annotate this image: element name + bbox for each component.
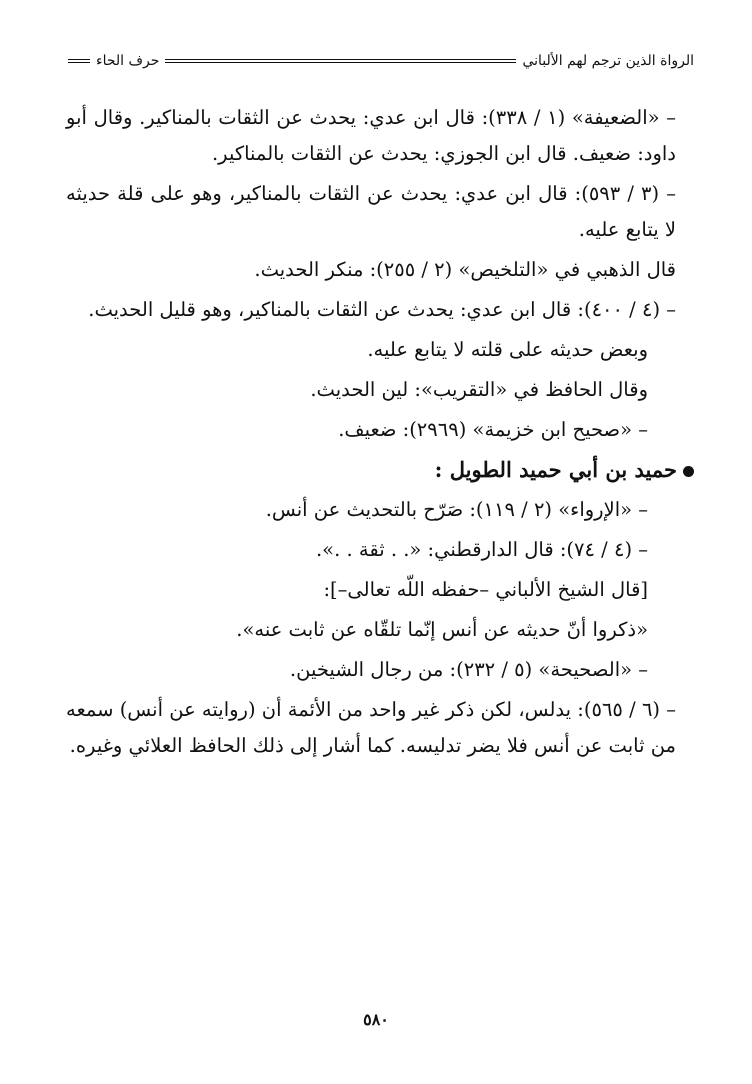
running-header [62, 50, 694, 72]
paragraph-shaykh-note: [قال الشيخ الألباني –حفظه اللّه تعالى–]: [323, 578, 648, 601]
paragraph-daraqutni: – (٤ / ٧٤): قال الدارقطني: «. . ثقة . .». [315, 538, 648, 561]
book-title: الرواة الذين ترجم لهم الألباني [522, 53, 694, 69]
entry-heading [66, 452, 694, 488]
page-body [66, 100, 694, 768]
paragraph-ibn-khuzaima: – «صحيح ابن خزيمة» (٢٩٦٩): ضعيف. [338, 418, 648, 441]
paragraph-baad-hadith: وبعض حديثه على قلته لا يتابع عليه. [367, 338, 648, 361]
paragraph-irwa: – «الإرواء» (٢ / ١١٩): صَرّح بالتحديث عن أنس. [265, 498, 648, 521]
header-rule [165, 59, 516, 63]
header-rule-short [68, 59, 90, 63]
section-title: حرف الحاء [96, 53, 160, 69]
paragraph-tadlis: – (٦ / ٥٦٥): يدلس، لكن ذكر غير واحد من الأئمة أن (روايته عن أنس) سمعه من ثابت عن أنس فلا يضر تدليسه. كما أشار إلى ذلك الحافظ العلائي وغيره. [66, 698, 677, 757]
paragraph-daifa-4: – (٤ / ٤٠٠): قال ابن عدي: يحدث عن الثقات بالمناكير، وهو قليل الحديث. [88, 298, 676, 321]
bullet-icon [683, 466, 694, 477]
paragraph-daifa-3: – (٣ / ٥٩٣): قال ابن عدي: يحدث عن الثقات بالمناكير، وهو على قلة حديثه لا يتابع عليه. [66, 182, 677, 241]
page-number: ٥٨٠ [363, 1010, 389, 1029]
entry-title: حميد بن أبي حميد الطويل : [434, 457, 677, 482]
paragraph-taqrib: وقال الحافظ في «التقريب»: لين الحديث. [310, 378, 648, 401]
paragraph-sahiha: – «الصحيحة» (٥ / ٢٣٢): من رجال الشيخين. [289, 658, 648, 681]
paragraph-dhahabi: قال الذهبي في «التلخيص» (٢ / ٢٥٥): منكر الحديث. [254, 258, 676, 281]
paragraph-quote: «ذكروا أنّ حديثه عن أنس إنّما تلقّاه عن ثابت عنه». [236, 618, 648, 641]
paragraph-daifa: – «الضعيفة» (١ / ٣٣٨): قال ابن عدي: يحدث عن الثقات بالمناكير. وقال أبو داود: ضعيف. قال ابن الجوزي: يحدث عن الثقات بالمناكير. [66, 106, 677, 165]
